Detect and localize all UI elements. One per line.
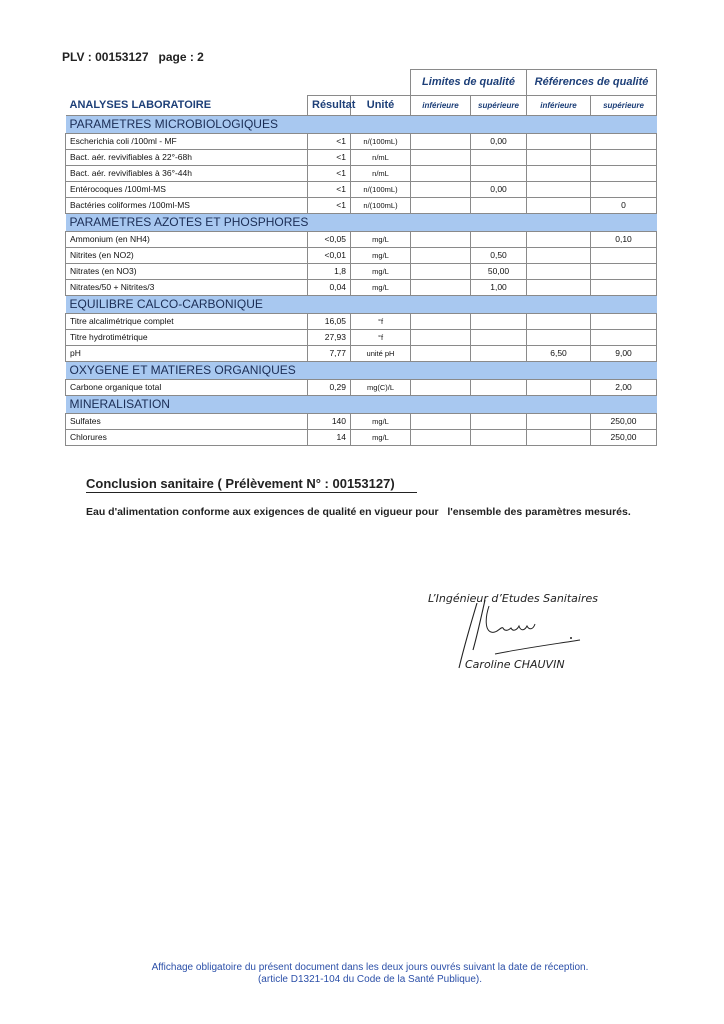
column-header-result: Résultat [308, 96, 351, 116]
signatory-name: Caroline CHAUVIN [465, 658, 565, 671]
table-row [66, 330, 657, 346]
table-row [66, 380, 657, 396]
limit-upper-value: 50,00 [471, 264, 527, 280]
column-header-limit-lower: inférieure [411, 96, 471, 116]
table-row [66, 280, 657, 296]
reference-lower-value [527, 182, 591, 198]
reference-lower-value [527, 314, 591, 330]
limit-lower-value [411, 150, 471, 166]
limits-group-header: Limites de qualité [411, 70, 527, 96]
limit-lower-value [411, 346, 471, 362]
limit-lower-value [411, 248, 471, 264]
table-row [66, 134, 657, 150]
limit-upper-value [471, 430, 527, 446]
unit-value: n/mL [351, 166, 411, 182]
table-row [66, 182, 657, 198]
conclusion-title: Conclusion sanitaire ( Prélèvement N° : 00153127) [86, 476, 417, 493]
reference-upper-value: 0 [591, 198, 657, 214]
limit-upper-value [471, 330, 527, 346]
reference-upper-value [591, 166, 657, 182]
reference-upper-value [591, 248, 657, 264]
unit-value: mg/L [351, 414, 411, 430]
column-header-reference-upper: supérieure [591, 96, 657, 116]
result-value: 27,93 [308, 330, 351, 346]
limit-lower-value [411, 166, 471, 182]
header-blank [308, 70, 351, 96]
reference-upper-value: 0,10 [591, 232, 657, 248]
reference-lower-value [527, 134, 591, 150]
limit-upper-value: 1,00 [471, 280, 527, 296]
table-row [66, 430, 657, 446]
unit-value: °f [351, 330, 411, 346]
section-row [66, 396, 657, 414]
limit-upper-value: 0,00 [471, 134, 527, 150]
reference-lower-value [527, 330, 591, 346]
limit-lower-value [411, 380, 471, 396]
unit-value: mg/L [351, 232, 411, 248]
unit-value: n/(100mL) [351, 134, 411, 150]
limit-lower-value [411, 314, 471, 330]
footer-line-2: (article D1321-104 du Code de la Santé Publique). [257, 974, 483, 985]
legal-footer [100, 962, 640, 986]
parameter-name: Sulfates [66, 414, 308, 430]
header-blank [351, 70, 411, 96]
reference-lower-value [527, 248, 591, 264]
parameter-name: Bact. aér. revivifiables à 22°-68h [66, 150, 308, 166]
unit-value: mg/L [351, 264, 411, 280]
unit-value: mg(C)/L [351, 380, 411, 396]
result-value: 7,77 [308, 346, 351, 362]
result-value: <1 [308, 150, 351, 166]
result-value: <0,05 [308, 232, 351, 248]
reference-lower-value [527, 232, 591, 248]
section-row [66, 296, 657, 314]
analyses-table [65, 69, 657, 446]
limit-lower-value [411, 134, 471, 150]
result-value: <1 [308, 134, 351, 150]
section-title: PARAMETRES AZOTES ET PHOSPHORES [66, 214, 657, 232]
result-value: 1,8 [308, 264, 351, 280]
parameter-name: pH [66, 346, 308, 362]
limit-lower-value [411, 330, 471, 346]
unit-value: mg/L [351, 248, 411, 264]
unit-value: n/mL [351, 150, 411, 166]
reference-upper-value: 250,00 [591, 414, 657, 430]
limit-upper-value [471, 198, 527, 214]
table-row [66, 346, 657, 362]
parameter-name: Bactéries coliformes /100ml-MS [66, 198, 308, 214]
column-header-reference-lower: inférieure [527, 96, 591, 116]
header-blank [66, 70, 308, 96]
reference-upper-value [591, 182, 657, 198]
reference-upper-value [591, 330, 657, 346]
result-value: <1 [308, 182, 351, 198]
section-title: PARAMETRES MICROBIOLOGIQUES [66, 116, 657, 134]
reference-lower-value [527, 280, 591, 296]
parameter-name: Nitrites (en NO2) [66, 248, 308, 264]
parameter-name: Nitrates/50 + Nitrites/3 [66, 280, 308, 296]
result-value: <1 [308, 166, 351, 182]
reference-upper-value: 2,00 [591, 380, 657, 396]
column-header-limit-upper: supérieure [471, 96, 527, 116]
limit-lower-value [411, 232, 471, 248]
limit-lower-value [411, 182, 471, 198]
section-row [66, 116, 657, 134]
conclusion-text: Eau d'alimentation conforme aux exigences de qualité en vigueur pour l'ensemble des paramètres mesurés. [86, 506, 631, 518]
result-value: 0,04 [308, 280, 351, 296]
reference-upper-value [591, 134, 657, 150]
reference-lower-value [527, 414, 591, 430]
reference-upper-value [591, 264, 657, 280]
reference-lower-value [527, 380, 591, 396]
limit-upper-value [471, 380, 527, 396]
reference-lower-value [527, 264, 591, 280]
limit-lower-value [411, 414, 471, 430]
limit-upper-value [471, 414, 527, 430]
table-title: ANALYSES LABORATOIRE [69, 98, 212, 111]
table-row [66, 150, 657, 166]
parameter-name: Entérocoques /100ml-MS [66, 182, 308, 198]
footer-line-1: Affichage obligatoire du présent document dans les deux jours ouvrés suivant la date de réception. [151, 962, 589, 973]
reference-lower-value [527, 198, 591, 214]
limit-upper-value: 0,00 [471, 182, 527, 198]
unit-value: n/(100mL) [351, 198, 411, 214]
parameter-name: Chlorures [66, 430, 308, 446]
column-header-unit: Unité [351, 96, 411, 116]
parameter-name: Escherichia coli /100ml - MF [66, 134, 308, 150]
limit-lower-value [411, 198, 471, 214]
limit-lower-value [411, 430, 471, 446]
limit-upper-value [471, 150, 527, 166]
limit-upper-value [471, 346, 527, 362]
unit-value: °f [351, 314, 411, 330]
reference-upper-value: 9,00 [591, 346, 657, 362]
reference-upper-value [591, 280, 657, 296]
section-title: EQUILIBRE CALCO-CARBONIQUE [66, 296, 657, 314]
parameter-name: Bact. aér. revivifiables à 36°-44h [66, 166, 308, 182]
reference-lower-value [527, 166, 591, 182]
parameter-name: Titre alcalimétrique complet [66, 314, 308, 330]
table-row [66, 232, 657, 248]
parameter-name: Ammonium (en NH4) [66, 232, 308, 248]
unit-value: mg/L [351, 430, 411, 446]
table-row [66, 314, 657, 330]
section-title: OXYGENE ET MATIERES ORGANIQUES [66, 362, 657, 380]
limit-upper-value [471, 166, 527, 182]
table-row [66, 414, 657, 430]
references-group-header: Références de qualité [527, 70, 657, 96]
reference-lower-value [527, 150, 591, 166]
parameter-name: Titre hydrotimétrique [66, 330, 308, 346]
limit-upper-value [471, 314, 527, 330]
result-value: 16,05 [308, 314, 351, 330]
plv-page-header: PLV : 00153127 page : 2 [62, 50, 204, 64]
table-row [66, 248, 657, 264]
result-value: 0,29 [308, 380, 351, 396]
result-value: 140 [308, 414, 351, 430]
table-row [66, 198, 657, 214]
result-value: 14 [308, 430, 351, 446]
unit-value: unité pH [351, 346, 411, 362]
table-row [66, 166, 657, 182]
reference-lower-value: 6,50 [527, 346, 591, 362]
signatory-role: L’Ingénieur d’Etudes Sanitaires [428, 592, 598, 605]
limit-lower-value [411, 280, 471, 296]
unit-value: n/(100mL) [351, 182, 411, 198]
limit-lower-value [411, 264, 471, 280]
parameter-name: Carbone organique total [66, 380, 308, 396]
section-title: MINERALISATION [66, 396, 657, 414]
reference-lower-value [527, 430, 591, 446]
section-row [66, 214, 657, 232]
result-value: <0,01 [308, 248, 351, 264]
limit-upper-value [471, 232, 527, 248]
section-row [66, 362, 657, 380]
table-row [66, 264, 657, 280]
reference-upper-value: 250,00 [591, 430, 657, 446]
reference-upper-value [591, 150, 657, 166]
limit-upper-value: 0,50 [471, 248, 527, 264]
unit-value: mg/L [351, 280, 411, 296]
result-value: <1 [308, 198, 351, 214]
parameter-name: Nitrates (en NO3) [66, 264, 308, 280]
reference-upper-value [591, 314, 657, 330]
